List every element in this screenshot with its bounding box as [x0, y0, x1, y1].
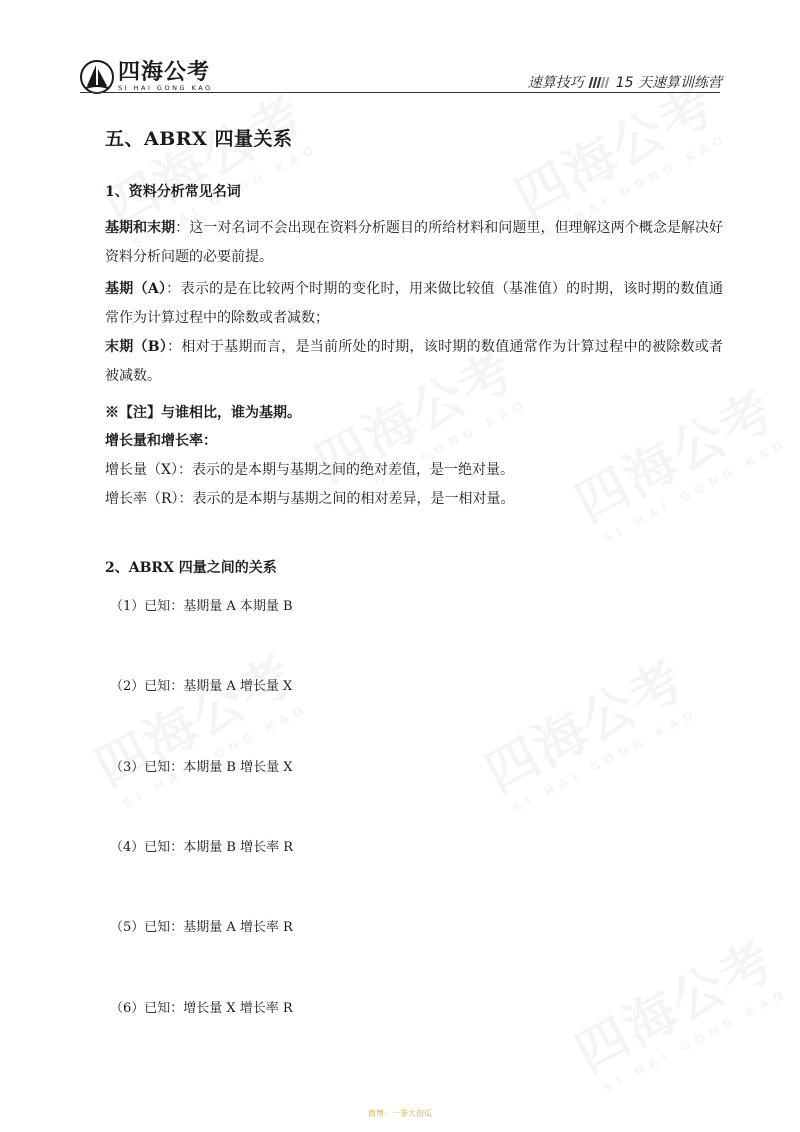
watermark: [560, 919, 793, 1099]
section-title: 五、ABRX 四量关系: [105, 128, 293, 150]
known-item: （6）已知：增长量 X 增长率 R: [110, 1001, 293, 1016]
course-name: 15 天速算训练营: [615, 75, 722, 91]
watermark: [470, 639, 703, 819]
paragraph-base-end: [105, 214, 723, 272]
header-divider: [80, 92, 720, 93]
note: ※【注】与谁相比，谁为基期。: [105, 405, 301, 421]
subsection-heading: 2、ABRX 四量之间的关系: [105, 560, 277, 576]
subsection-heading: 1、资料分析常见名词: [105, 184, 241, 200]
footer-credit: 微博：一拳大佃瓜: [368, 1109, 432, 1118]
course-topic: 速算技巧: [527, 75, 584, 91]
term: 基期（A）: [105, 281, 167, 297]
known-item: （2）已知：基期量 A 增长量 X: [110, 679, 293, 694]
stripes-icon: [590, 77, 610, 88]
watermark: [560, 369, 793, 549]
brand-logo: [80, 60, 213, 94]
brand-name-en: SI HAI GONG KAO: [118, 83, 213, 92]
known-item: （3）已知：本期量 B 增长量 X: [110, 760, 293, 775]
term: 末期（B）: [105, 339, 168, 355]
known-item: （5）已知：基期量 A 增长率 R: [110, 920, 293, 935]
course-label: [528, 72, 722, 92]
known-item: （4）已知：本期量 B 增长率 R: [110, 840, 294, 855]
known-item: （1）已知：基期量 A 本期量 B: [110, 599, 293, 614]
paragraph-text: ：这一对名词不会出现在资料分析题目的所给材料和问题里，但理解这两个概念是解决好资料分析问题的必要前提。: [105, 220, 723, 265]
growth-amount-definition: 增长量（X）：表示的是本期与基期之间的绝对差值，是一绝对量。: [105, 462, 514, 478]
brand-name: 四海公考: [118, 59, 211, 85]
watermark: [80, 634, 313, 814]
page-header: [0, 0, 800, 100]
paragraph-end-period: [105, 333, 723, 391]
term: 基期和末期: [105, 220, 176, 236]
growth-rate-definition: 增长率（R）：表示的是本期与基期之间的相对差异，是一相对量。: [105, 491, 515, 507]
sail-logo-icon: [80, 60, 114, 94]
paragraph-text: ：相对于基期而言，是当前所处的时期，该时期的数值通常作为计算过程中的被除数或者被减数。: [105, 339, 723, 384]
paragraph-base-period: [105, 275, 723, 333]
paragraph-text: ：表示的是在比较两个时期的变化时，用来做比较值（基准值）的时期，该时期的数值通常作为计算过程中的除数或者减数；: [105, 281, 723, 326]
growth-heading: 增长量和增长率：: [105, 433, 217, 449]
